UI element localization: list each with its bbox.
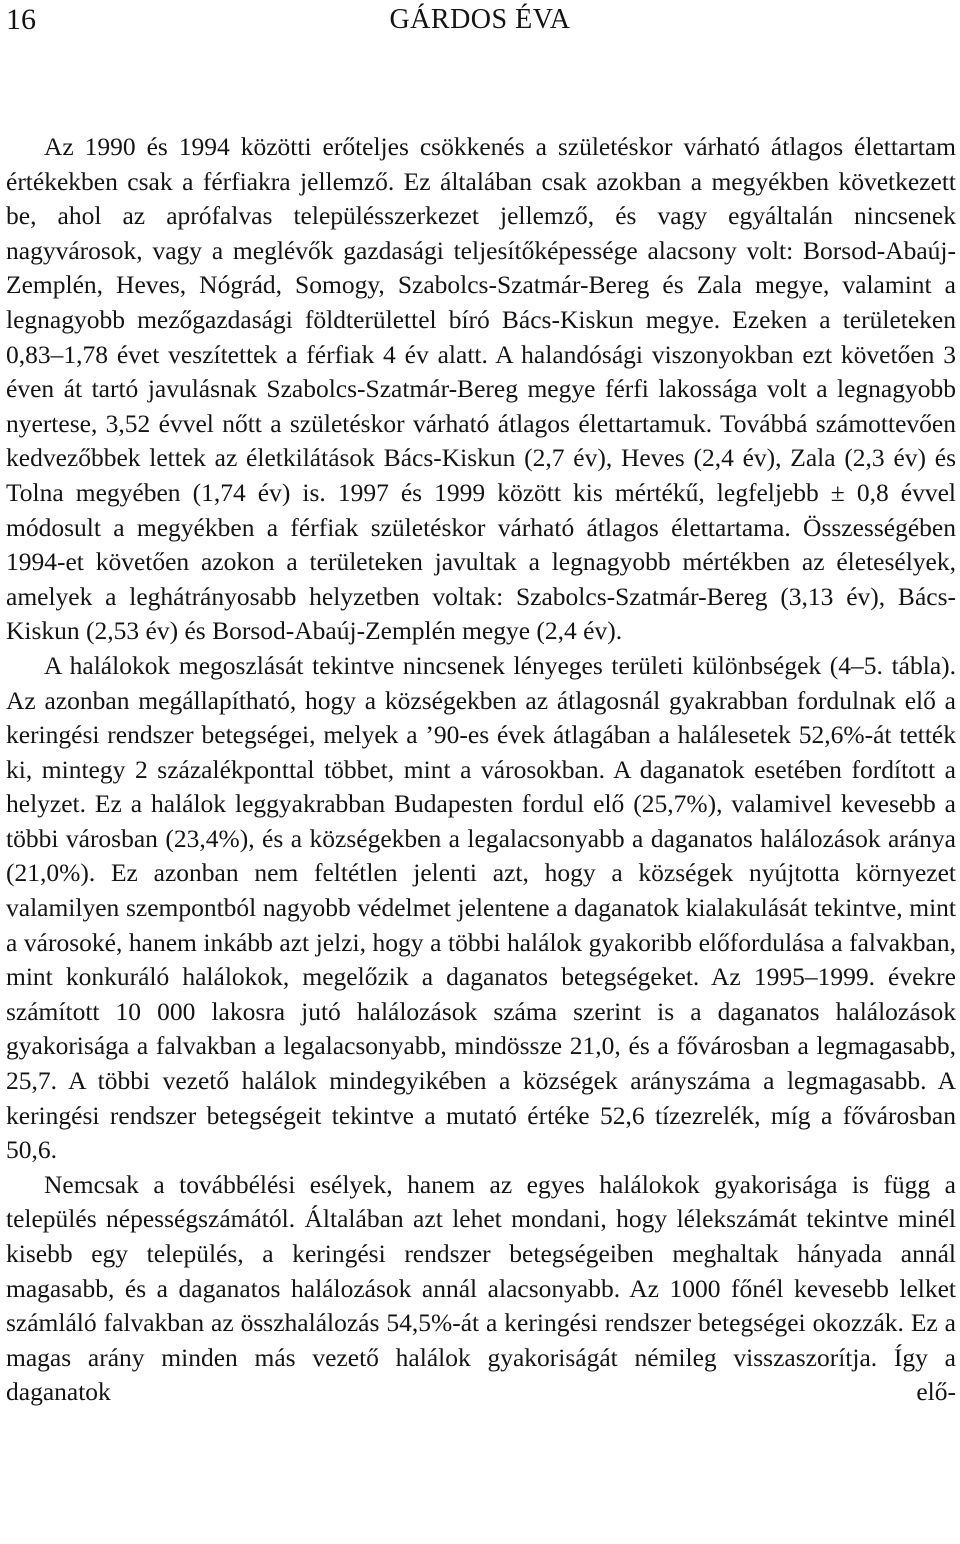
paragraph-1: Az 1990 és 1994 közötti erőteljes csökkenés a születéskor várható átlagos élettartam értékekben csak a férfiakra jellemző. Ez általában csak azokban a megyékben következett be, ahol az aprófalvas településszerkezet jellemző, és vagy egyáltalán nincsenek nagyvárosok, vagy a meglévők gazdasági teljesítőképessége alacsony volt: Borsod-Abaúj-Zemplén, Heves, Nógrád, Somogy, Szabolcs-Szatmár-Bereg és Zala megye, valamint a legnagyobb mezőgazdasági földterülettel bíró Bács-Kiskun megye. Ezeken a területeken 0,83–1,78 évet veszítettek a férfiak 4 év alatt. A halandósági viszonyokban ezt követően 3 éven át tartó javulásnak Szabolcs-Szatmár-Bereg megye férfi lakossága volt a legnagyobb nyertese, 3,52 évvel nőtt a születéskor várható átlagos élettartamuk. Továbbá számottevően kedvezőbbek lettek az életkilátások Bács-Kiskun (2,7 év), Heves (2,4 év), Zala (2,3 év) és Tolna megyében (1,74 év) is. 1997 és 1999 között kis mértékű, legfeljebb ± 0,8 évvel módosult a megyékben a férfiak születéskor várható átlagos élettartama. Összességében 1994-et követően azokon a területeken javultak a legnagyobb mértékben az életesélyek, amelyek a leghátrányosabb helyzetben voltak: Szabolcs-Szatmár-Bereg (3,13 év), Bács-Kiskun (2,53 év) és Borsod-Abaúj-Zemplén megye (2,4 év). bbox=[6, 132, 956, 646]
running-head: GÁRDOS ÉVA bbox=[389, 4, 571, 35]
page-number: 16 bbox=[6, 3, 36, 36]
page-header bbox=[0, 0, 960, 40]
body-text bbox=[6, 130, 956, 1410]
paragraph-3: Nemcsak a továbbélési esélyek, hanem az egyes halálokok gyakorisága is függ a település népességszámától. Általában azt lehet mondani, hogy lélekszámát tekintve minél kisebb egy település, a keringési rendszer betegségeiben meghaltak hányada annál magasabb, és a daganatos halálozások annál alacsonyabb. Az 1000 főnél kevesebb lelket számláló falvakban az összhalálozás 54,5%-át a keringési rendszer betegségei okozzák. Ez a magas arány minden más vezető halálok gyakoriságát némileg visszaszorítja. Így a daganatok elő- bbox=[6, 1169, 956, 1407]
paragraph-2: A halálokok megoszlását tekintve nincsenek lényeges területi különbségek (4–5. tábla). Az azonban megállapítható, hogy a községekben az átlagosnál gyakrabban fordulnak elő a keringési rendszer betegségei, melyek a ’90-es évek átlagában a halálesetek 52,6%-át tették ki, mintegy 2 százalékponttal többet, mint a városokban. A daganatok esetében fordított a helyzet. Ez a halálok leggyakrabban Budapesten fordul elő (25,7%), valamivel kevesebb a többi városban (23,4%), és a községekben a legalacsonyabb a daganatos halálozások aránya (21,0%). Ez azonban nem feltétlen jelenti azt, hogy a községek nyújtotta környezet valamilyen szempontból nagyobb védelmet jelentene a daganatok kialakulását tekintve, mint a városoké, hanem inkább azt jelzi, hogy a többi halálok gyakoribb előfordulása a falvakban, mint konkuráló halálokok, megelőzik a daganatos betegségeket. Az 1995–1999. évekre számított 10 000 lakosra jutó halálozások száma szerint is a daganatos halálozások gyakorisága a falvakban a legalacsonyabb, mindössze 21,0, és a fővárosban a legmagasabb, 25,7. A többi vezető halálok mindegyikében a községek arányszáma a legmagasabb. A keringési rendszer betegségeit tekintve a mutató értéke 52,6 tízezrelék, míg a fővárosban 50,6. bbox=[6, 650, 956, 1165]
